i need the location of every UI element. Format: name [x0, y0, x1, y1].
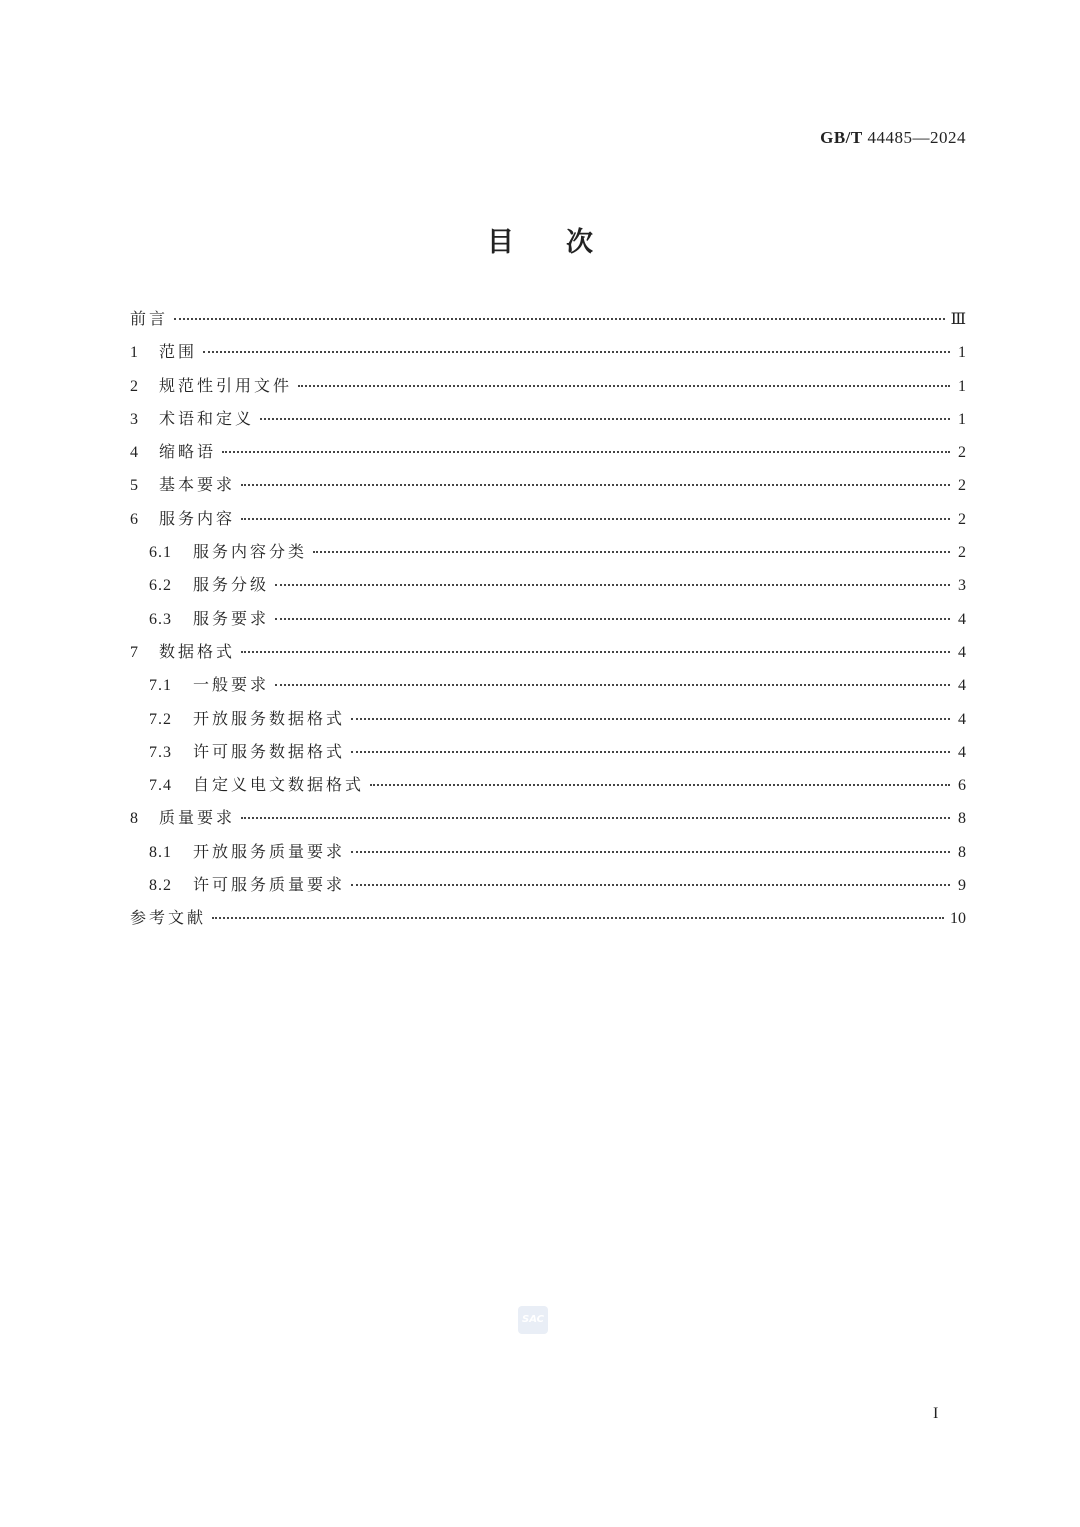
toc-leader-dots — [222, 451, 950, 453]
toc-entry-number: 7.2 — [149, 710, 172, 728]
toc-entry-label: 数据格式 — [159, 641, 236, 661]
toc-entry-label: 术语和定义 — [159, 408, 255, 428]
standard-prefix: GB/T — [820, 128, 863, 147]
toc-entry-number: 3 — [130, 410, 139, 428]
toc-entry[interactable] — [130, 805, 966, 838]
toc-entry-page: 1 — [958, 410, 966, 428]
toc-entry[interactable] — [130, 506, 966, 539]
toc-title: 目次 — [487, 227, 645, 258]
toc-entry-page: 1 — [958, 344, 966, 362]
toc-entry[interactable] — [130, 672, 966, 705]
toc-entry-page: 9 — [958, 877, 966, 895]
toc-entry-label: 许可服务质量要求 — [193, 875, 346, 895]
toc-leader-dots — [370, 784, 950, 786]
toc-leader-dots — [212, 917, 944, 919]
toc-entry-label: 参考文献 — [130, 908, 207, 928]
toc-leader-dots — [275, 584, 950, 586]
toc-entry-number: 6.1 — [149, 544, 172, 562]
toc-leader-dots — [313, 551, 950, 553]
toc-leader-dots — [275, 684, 950, 686]
sac-watermark-logo: SAC — [518, 1306, 548, 1334]
toc-entry[interactable] — [130, 406, 966, 439]
toc-entry-label: 开放服务数据格式 — [193, 708, 346, 728]
toc-leader-dots — [298, 385, 950, 387]
toc-entry-page: 8 — [958, 843, 966, 861]
toc-entry-page: 2 — [958, 510, 966, 528]
toc-entry-number: 7.3 — [149, 743, 172, 761]
toc-leader-dots — [241, 817, 950, 819]
toc-entry-label: 服务内容分类 — [193, 542, 308, 562]
toc-entry[interactable] — [130, 905, 966, 938]
toc-entry-page: 4 — [958, 643, 966, 661]
toc-entry-label: 基本要求 — [159, 475, 236, 495]
standard-code — [820, 128, 966, 148]
toc-entry-label: 规范性引用文件 — [159, 375, 293, 395]
toc-entry-label: 服务分级 — [193, 575, 270, 595]
toc-entry-number: 7.1 — [149, 677, 172, 695]
toc-entry-label: 服务要求 — [193, 608, 270, 628]
toc-entry[interactable] — [130, 572, 966, 605]
toc-entry[interactable] — [130, 306, 966, 339]
toc-entry-page: 2 — [958, 544, 966, 562]
toc-entry-number: 7 — [130, 643, 139, 661]
table-of-contents — [130, 306, 966, 939]
toc-leader-dots — [351, 751, 950, 753]
page-number: I — [933, 1405, 939, 1422]
toc-entry[interactable] — [130, 872, 966, 905]
toc-leader-dots — [241, 484, 950, 486]
toc-entry[interactable] — [130, 472, 966, 505]
toc-entry-number: 6 — [130, 510, 139, 528]
toc-entry-page: 1 — [958, 377, 966, 395]
toc-entry-label: 许可服务数据格式 — [193, 741, 346, 761]
toc-entry[interactable] — [130, 639, 966, 672]
toc-entry-page: 3 — [958, 577, 966, 595]
toc-entry-label: 范围 — [159, 342, 198, 362]
toc-entry[interactable] — [130, 373, 966, 406]
toc-entry-label: 一般要求 — [193, 675, 270, 695]
toc-leader-dots — [351, 718, 950, 720]
toc-entry-number: 8.2 — [149, 877, 172, 895]
toc-entry-number: 2 — [130, 377, 139, 395]
toc-entry-number: 5 — [130, 477, 139, 495]
toc-entry-page: Ⅲ — [950, 311, 966, 328]
toc-entry[interactable] — [130, 706, 966, 739]
toc-entry-number: 4 — [130, 444, 139, 462]
toc-leader-dots — [275, 618, 950, 620]
toc-entry-label: 前言 — [130, 309, 169, 328]
toc-entry-page: 10 — [950, 910, 966, 928]
toc-entry-page: 2 — [958, 444, 966, 462]
toc-entry-label: 服务内容 — [159, 508, 236, 528]
toc-entry-page: 4 — [958, 677, 966, 695]
toc-entry-label: 自定义电文数据格式 — [193, 775, 365, 795]
toc-entry[interactable] — [130, 539, 966, 572]
toc-leader-dots — [174, 318, 945, 320]
standard-number: 44485—2024 — [867, 128, 966, 147]
toc-leader-dots — [241, 651, 950, 653]
toc-entry-number: 6.2 — [149, 577, 172, 595]
toc-entry-number: 7.4 — [149, 777, 172, 795]
toc-leader-dots — [241, 518, 950, 520]
toc-entry-page: 6 — [958, 777, 966, 795]
toc-entry-number: 1 — [130, 344, 139, 362]
toc-entry[interactable] — [130, 739, 966, 772]
toc-entry-number: 6.3 — [149, 610, 172, 628]
toc-entry[interactable] — [130, 439, 966, 472]
toc-entry[interactable] — [130, 772, 966, 805]
toc-entry[interactable] — [130, 839, 966, 872]
toc-entry[interactable] — [130, 339, 966, 372]
toc-leader-dots — [351, 851, 950, 853]
toc-entry-number: 8 — [130, 810, 139, 828]
toc-entry-label: 开放服务质量要求 — [193, 841, 346, 861]
toc-entry-page: 8 — [958, 810, 966, 828]
toc-entry-page: 4 — [958, 710, 966, 728]
toc-leader-dots — [203, 351, 950, 353]
toc-leader-dots — [260, 418, 950, 420]
toc-entry-page: 4 — [958, 610, 966, 628]
toc-entry-label: 质量要求 — [159, 808, 236, 828]
toc-leader-dots — [351, 884, 950, 886]
toc-entry[interactable] — [130, 606, 966, 639]
toc-entry-page: 4 — [958, 743, 966, 761]
toc-entry-label: 缩略语 — [159, 442, 217, 462]
toc-entry-number: 8.1 — [149, 843, 172, 861]
toc-entry-page: 2 — [958, 477, 966, 495]
